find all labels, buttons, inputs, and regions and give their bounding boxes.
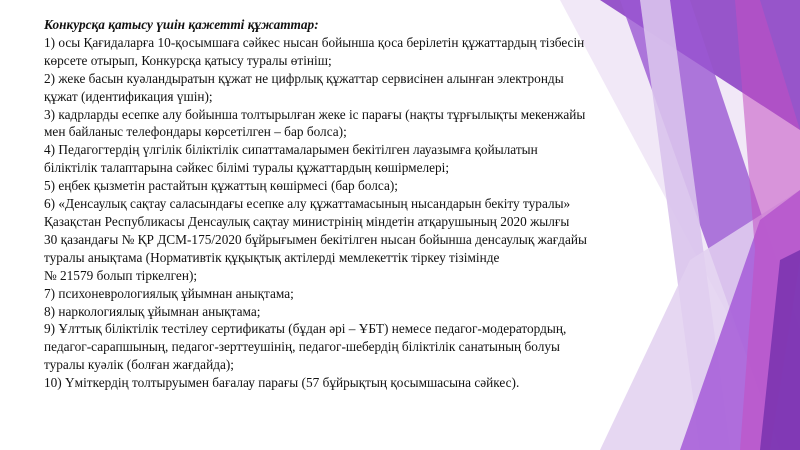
documents-heading: Конкурсқа қатысу үшін қажетті құжаттар: — [44, 17, 319, 32]
list-item: 5) еңбек қызметін растайтын құжаттың көшірмесі (бар болса); — [44, 178, 398, 194]
list-item: 1) осы Қағидаларға 10-қосымшаға сәйкес нысан бойынша қоса берілетін құжаттардың тізбесін көрсете отырып, Конкурсқа қатысу туралы өтініш; — [44, 34, 585, 68]
list-item: 3) кадрларды есепке алу бойынша толтырылған жеке іс парағы (нақты тұрғылықты мекенжайы мен байланыс телефондары көрсетілген – бар болса); — [44, 106, 586, 140]
list-item: 6) «Денсаулық сақтау саласындағы есепке алу құжаттамасының нысандарын бекіту туралы» Қазақстан Республикасы Денсаулық сақтау министрінің міндетін атқарушының 2020 жылғы 30 қазандағы № ҚР ДСМ-175/2020 бұйрығымен бекітілген нысан бойынша денсаулық жағдайы туралы анықтама (Нормативтік құқықтық актілерді мемлекеттік тіркеу тізімінде № 21579 болып тіркелген); — [44, 196, 587, 283]
list-item: 10) Үміткердің толтыруымен бағалау парағы (57 бұйрықтың қосымшасына сәйкес). — [44, 375, 520, 391]
list-item: 9) Ұлттық біліктілік тестілеу сертификаты (бұдан әрі – ҰБТ) немесе педагог-модератордың, педагог-сарапшының, педагог-зерттеушінің, педагог-шебердің біліктілік санатының болуы туралы куәлік (болған жағдайда); — [44, 321, 567, 373]
list-item: 2) жеке басын куәландыратын құжат не цифрлық құжаттар сервисінен алынған электронды құжат (идентификация үшін); — [44, 70, 564, 104]
list-item: 7) психоневрологиялық ұйымнан анықтама; — [44, 285, 294, 301]
list-item: 8) наркологиялық ұйымнан анықтама; — [44, 303, 261, 319]
list-item: 4) Педагогтердің үлгілік біліктілік сипаттамаларымен бекітілген лауазымға қойылатын біліктілік талаптарына сәйкес білімі туралы құжаттардың көшірмелері; — [44, 142, 538, 176]
document-text — [44, 16, 624, 392]
